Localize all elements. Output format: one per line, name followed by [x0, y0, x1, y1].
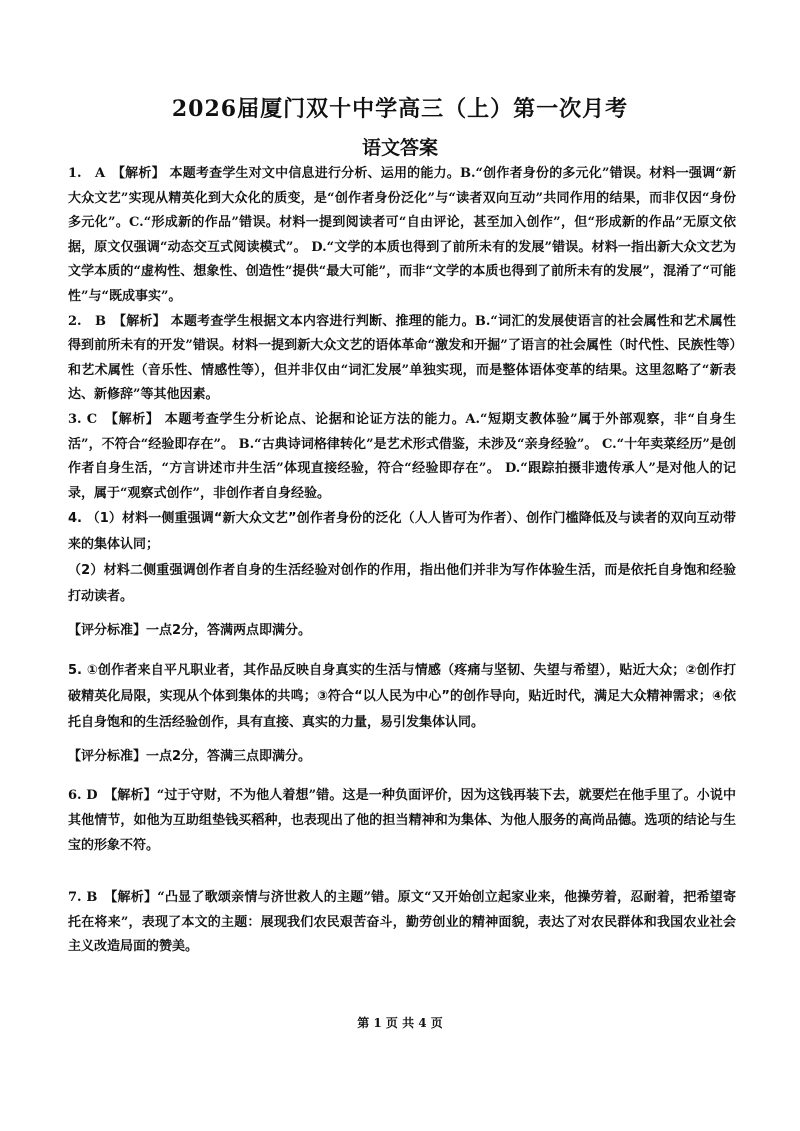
spacer — [68, 736, 736, 744]
spacer — [68, 858, 736, 886]
spacer — [68, 610, 736, 618]
page-number: 第 1 页 共 4 页 — [357, 1016, 443, 1030]
answer-q2: 2. B 【解析】 本题考查学生根据文本内容进行判断、推理的能力。B.“词汇的发展使语言的社会属性和艺术属性得到前所未有的开发”错误。材料一提到新大众文艺的语体革命“激发和开掘”了语言的社会属性（时代性、民族性等）和艺术属性（音乐性、情感性等），但并非仅由“词汇发展”单独实现，而是整体语体变革的结果。这里忽略了“新表达、新修辞”等其他因素。 — [68, 313, 736, 403]
answer-q5-scoring: 【评分标准】一点2分，答满三点即满分。 — [68, 749, 312, 765]
page-title: 2026届厦门双十中学高三（上）第一次月考 — [171, 96, 629, 122]
answer-q6: 6. D 【解析】“过于守财，不为他人着想”错。这是一种负面评价，因为这钱再装下去，就要烂在他手里了。小说中其他情节，如他为互助组垫钱买稻种，也表现出了他的担当精神和为集体、为他人服务的高尚品德。选项的结论与生宝的形象不符。 — [68, 788, 736, 853]
answer-q4-scoring: 【评分标准】一点2分，答满两点即满分。 — [68, 623, 312, 639]
answers-body — [68, 162, 736, 960]
answer-q4-part2: （2）材料二侧重强调创作者自身的生活经验对创作的作用，指出他们并非为写作体验生活，而是依托自身饱和经验打动读者。 — [68, 563, 736, 605]
answer-q1: 1. A 【解析】 本题考查学生对文中信息进行分析、运用的能力。B.“创作者身份的多元化”错误。材料一强调“新大众文艺”实现从精英化到大众化的质变，是“创作者身份泛化”与“读者双向互动”共同作用的结果，而非仅因“身份多元化”。C.“形成新的作品”错误。材料一提到阅读者可“自由评论，甚至加入创作”，但“形成新的作品”无原文依据，原文仅强调“动态交互式阅读模式”。 D.“文学的本质也得到了前所未有的发展”错误。材料一指出新大众文艺为文学本质的“虚构性、想象性、创造性”提供“最大可能”，而非“文学的本质也得到了前所未有的发展”，混淆了“可能性”与“既成事实”。 — [68, 166, 736, 304]
answer-q3: 3. C 【解析】 本题考查学生分析论点、论据和论证方法的能力。A.“短期支教体验”属于外部观察，非“自身生活”，不符合“经验即存在”。 B.“古典诗词格律转化”是艺术形式借鉴，未涉及“亲身经验”。 C.“十年卖菜经历”是创作者自身生活，“方言讲述市井生活”体现直接经验，符合“经验即存在”。 D.“跟踪拍摄非遗传承人”是对他人的记录，属于“观察式创作”，非创作者自身经验。 — [68, 411, 736, 501]
spacer — [68, 770, 736, 784]
answer-q4-part1: 4. （1）材料一侧重强调“新大众文艺”创作者身份的泛化（人人皆可为作者）、创作门槛降低及与读者的双向互动带来的集体认同； — [68, 511, 736, 553]
page-subtitle: 语文答案 — [361, 137, 438, 159]
answer-q5: 5. ①创作者来自平凡职业者，其作品反映自身真实的生活与情感（疼痛与坚韧、失望与希望），贴近大众；②创作打破精英化局限，实现从个体到集体的共鸣；③符合“以人民为中心”的创作导向，贴近时代，满足大众精神需求；④依托自身饱和的生活经验创作，具有直接、真实的力量，易引发集体认同。 — [68, 663, 736, 731]
spacer — [68, 644, 736, 658]
answer-q7: 7. B 【解析】“凸显了歌颂亲情与济世救人的主题”错。原文“又开始创立起家业来，他操劳着，忍耐着，把希望寄托在将来”，表现了本文的主题：展现我们农民艰苦奋斗，勤劳创业的精神面貌，表达了对农民群体和我国农业社会主义改造局面的赞美。 — [68, 890, 736, 955]
